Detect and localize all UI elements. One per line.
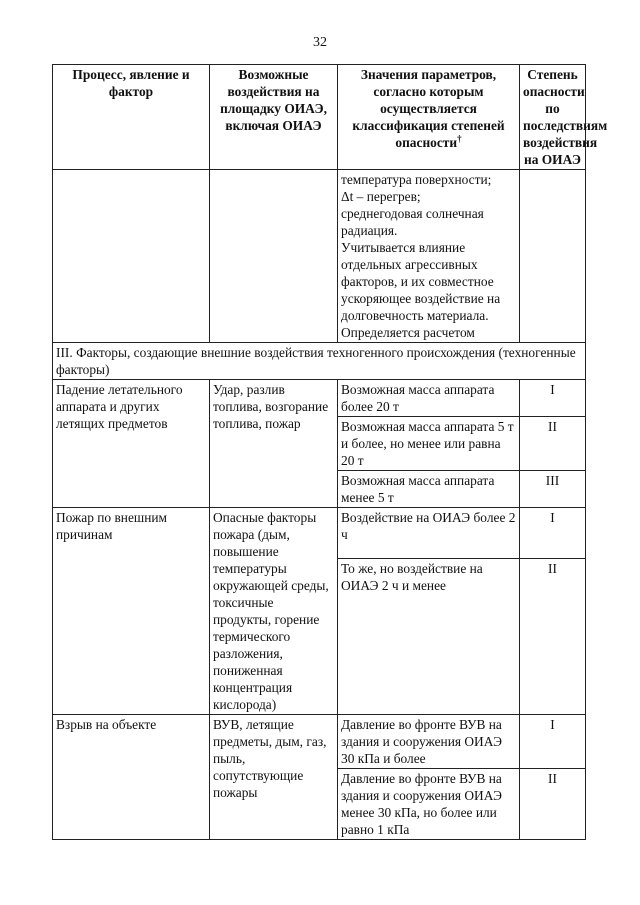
param-cell: Возможная масса аппарата 5 т и более, но менее или равна 20 т [338,417,520,471]
level-cell: II [520,559,586,715]
table-row [53,380,586,417]
header-parameters [338,65,520,170]
header-impact: Возможные воздействия на площадку ОИАЭ, включая ОИАЭ [210,65,338,170]
hazard-classification-table [52,64,608,840]
continuation-row [53,170,586,343]
level-cell: II [520,769,586,840]
header-hazard-level: Степень опасности по последствиям воздействия на ОИАЭ [520,65,586,170]
param-cell: Давление во фронте ВУВ на здания и сооружения ОИАЭ 30 кПа и более [338,715,520,769]
continuation-impact-cell [210,170,338,343]
level-cell: I [520,508,586,559]
param-cell: То же, но воздействие на ОИАЭ 2 ч и менее [338,559,520,715]
page-number: 32 [313,35,327,50]
continuation-process-cell [53,170,210,343]
param-cell: Давление во фронте ВУВ на здания и сооружения ОИАЭ менее 30 кПа, но более или равно 1 кПа [338,769,520,840]
level-cell: I [520,380,586,417]
param-cell: Возможная масса аппарата менее 5 т [338,471,520,508]
level-cell: II [520,417,586,471]
table-header-row [53,65,586,170]
level-cell: I [520,715,586,769]
param-cell: Возможная масса аппарата более 20 т [338,380,520,417]
param-cell: Воздействие на ОИАЭ более 2 ч [338,508,520,559]
continuation-level-cell [520,170,586,343]
impact-cell: Опасные факторы пожара (дым, повышение температуры окружающей среды, токсичные продукты, горение термического разложения, пониженная концентрация кислорода) [210,508,338,715]
process-cell: Пожар по внешним причинам [53,508,210,715]
header-process: Процесс, явление и фактор [53,65,210,170]
impact-cell: Удар, разлив топлива, возгорание топлива, пожар [210,380,338,508]
level-cell: III [520,471,586,508]
table-row [53,715,586,769]
section-row [53,343,586,380]
continuation-param-cell: температура поверхности; Δt – перегрев; среднегодовая солнечная радиация. Учитывается влияние отдельных агрессивных факторов, и их совместное ускоряющее воздействие на долговечность материала. Определяется расчетом [338,170,520,343]
section-title: III. Факторы, создающие внешние воздействия техногенного происхождения (техногенные факторы) [53,343,586,380]
impact-cell: ВУВ, летящие предметы, дым, газ, пыль, сопутствующие пожары [210,715,338,840]
header-parameters-text: Значения параметров, согласно которым осуществляется классификация степеней опасности [352,67,505,150]
process-cell: Взрыв на объекте [53,715,210,840]
header-parameters-footnote: † [457,133,462,144]
process-cell: Падение летательного аппарата и других летящих предметов [53,380,210,508]
table-row [53,508,586,559]
